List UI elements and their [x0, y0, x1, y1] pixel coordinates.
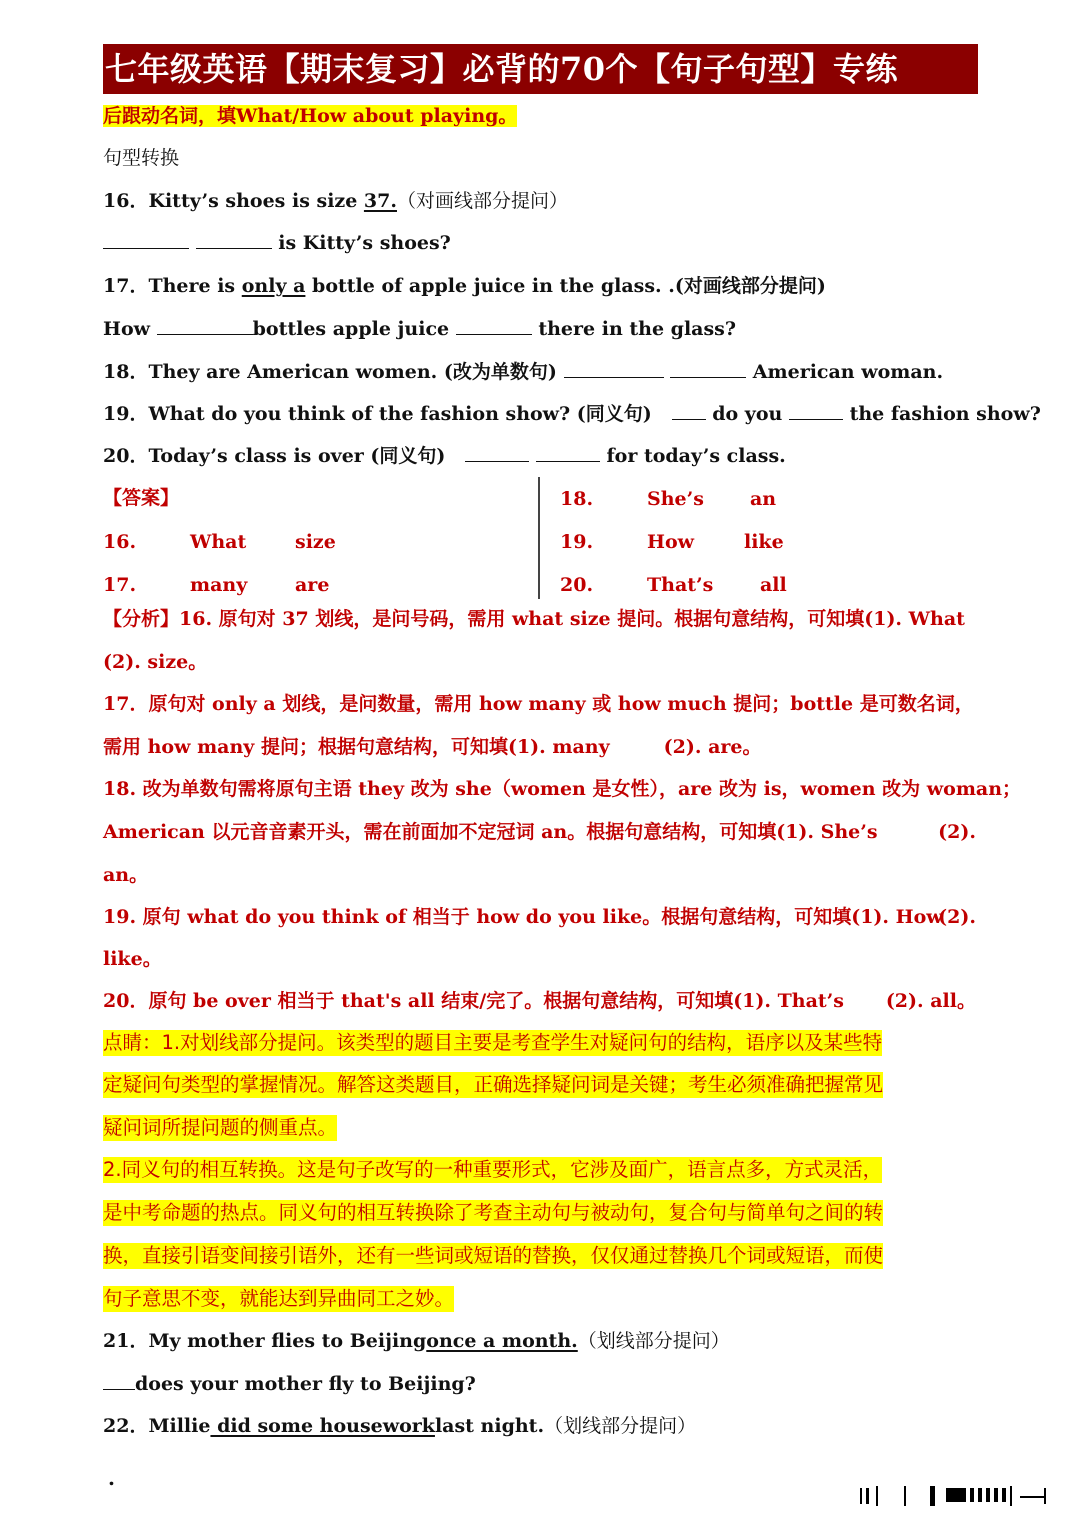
analysis-line-6 [103, 819, 976, 845]
instruction: （划线部分提问） [544, 1415, 697, 1437]
blank-1[interactable] [564, 359, 664, 378]
analysis-text: 19. 原句 what do you think of 相当于 how do you like。根据句意结构，可知填(1). How [103, 906, 943, 928]
question-21-answer-line [103, 1371, 476, 1397]
analysis-text-end: (2). [938, 821, 976, 843]
sentence-rest: does your mother fly to Beijing? [135, 1373, 476, 1395]
question-number: 20． [103, 445, 149, 467]
analysis-line-2: (2). size。 [103, 651, 208, 673]
answer-20-num: 20. [560, 574, 594, 596]
analysis-text-end: (2). [938, 906, 976, 928]
answer-16-num: 16. [103, 531, 137, 553]
question-17-answer-line [103, 316, 736, 342]
question-number: 16． [103, 190, 149, 212]
answer-17-num: 17. [103, 574, 137, 596]
analysis-text-end: (2). are。 [663, 736, 762, 758]
question-18 [103, 359, 943, 385]
sentence-end: for today’s class. [599, 445, 786, 467]
answer-label: 【答案】 [103, 487, 180, 509]
question-text: Today’s class is over (同义句) [148, 445, 452, 467]
question-number: 22． [103, 1415, 149, 1437]
scan-bars-decoration [860, 1484, 1060, 1508]
blank-1[interactable] [103, 1371, 135, 1390]
question-text: Kitty’s shoes is size [148, 190, 364, 212]
analysis-text: 需用 how many 提问；根据句意结构，可知填(1). many [103, 736, 610, 758]
tips-line-4: 2.同义句的相互转换。这是句子改写的一种重要形式，它涉及面广，语言点多，方式灵活， [103, 1158, 883, 1181]
underlined-part: only a [241, 275, 306, 297]
question-number: 18． [103, 361, 149, 383]
instruction: （对画线部分提问） [396, 190, 568, 212]
answer-16-word2: size [295, 531, 336, 553]
analysis-text: American 以元音音素开头，需在前面加不定冠词 an。根据句意结构，可知填(1). She’s [103, 821, 878, 843]
analysis-line-4 [103, 734, 976, 760]
blank-1[interactable] [672, 401, 706, 420]
tips-line-1: 点睛：1.对划线部分提问。该类型的题目主要是考查学生对疑问句的结构，语序以及某些特 [103, 1031, 883, 1054]
analysis-line-1 [103, 606, 976, 632]
underlined-part: once a month. [426, 1330, 578, 1352]
answer-20-word1: That’s [647, 574, 714, 596]
question-text: What do you think of the fashion show? (同义句) [148, 403, 659, 425]
question-16 [103, 188, 568, 214]
question-text: They are American women. (改为单数句) [148, 361, 564, 383]
question-20 [103, 443, 786, 469]
question-22 [103, 1413, 696, 1439]
tips-line-6: 换，直接引语变间接引语外，还有一些词或短语的替换，仅仅通过替换几个词或短语，而使 [103, 1244, 884, 1267]
answer-18-word2: an [750, 488, 777, 510]
question-text-rest: bottle of apple juice in the glass. .(对画线部分提问) [305, 275, 826, 297]
analysis-text: 20．原句 be over 相当于 that's all 结束/完了。根据句意结构，可知填(1). That’s [103, 990, 844, 1012]
answer-17-word2: are [295, 574, 330, 596]
sentence-end: the fashion show? [842, 403, 1041, 425]
question-number: 19． [103, 403, 149, 425]
instruction: （划线部分提问） [577, 1330, 730, 1352]
blank-2[interactable] [196, 230, 272, 249]
sentence-middle: do you [705, 403, 789, 425]
underlined-part: did some housework [210, 1415, 435, 1437]
intro-note [103, 103, 517, 129]
analysis-line-5: 18. 改为单数句需将原句主语 they 改为 she（women 是女性），are 改为 is，women 改为 woman； [103, 778, 1022, 800]
blank-1[interactable] [465, 443, 529, 462]
blank-2[interactable] [789, 401, 843, 420]
question-text: Millie [148, 1415, 211, 1437]
sentence-end: there in the glass? [531, 318, 737, 340]
answer-divider [538, 477, 540, 599]
sentence-start: How [103, 318, 157, 340]
question-19 [103, 401, 1041, 427]
tips-line-7: 句子意思不变，就能达到异曲同工之妙。 [103, 1287, 455, 1310]
section-title: 句型转换 [103, 147, 180, 169]
question-21 [103, 1328, 730, 1354]
question-17 [103, 273, 826, 299]
sentence-middle: bottles apple juice [252, 318, 456, 340]
question-16-answer-line [103, 230, 451, 256]
analysis-line-10 [103, 988, 976, 1014]
question-text-rest: last night. [434, 1415, 545, 1437]
answer-17-word1: many [190, 574, 248, 596]
blank-2[interactable] [670, 359, 746, 378]
tips-line-2: 定疑问句类型的掌握情况。解答这类题目，正确选择疑问词是关键；考生必须准确把握常见 [103, 1073, 884, 1096]
analysis-line-8 [103, 904, 976, 930]
sentence-end: American woman. [746, 361, 944, 383]
answer-18-word1: She’s [647, 488, 704, 510]
underlined-part: 37. [363, 190, 397, 212]
blank-1[interactable] [157, 316, 253, 335]
question-text: My mother flies to Beijing [148, 1330, 427, 1352]
answer-19-word2: like [744, 531, 784, 553]
footer-dot: . [108, 1466, 115, 1490]
intro-note-text: 后跟动名词，填What/How about playing。 [103, 105, 518, 127]
answer-19-word1: How [647, 531, 694, 553]
answer-20-word2: all [760, 574, 787, 596]
blank-2[interactable] [456, 316, 532, 335]
tips-line-3: 疑问词所提问题的侧重点。 [103, 1116, 338, 1139]
analysis-text: 【分析】16. 原句对 37 划线，是问号码，需用 what size 提问。根据句意结构，可知填(1). What [103, 608, 965, 630]
blank-1[interactable] [103, 230, 189, 249]
answer-18-num: 18. [560, 488, 594, 510]
question-text: There is [148, 275, 242, 297]
analysis-line-7: an。 [103, 864, 149, 886]
page-title: 七年级英语【期末复习】必背的70个【句子句型】专练 [103, 44, 978, 94]
analysis-line-9: like。 [103, 948, 162, 970]
tips-line-5: 是中考命题的热点。同义句的相互转换除了考查主动句与被动句，复合句与简单句之间的转 [103, 1201, 884, 1224]
answer-19-num: 19. [560, 531, 594, 553]
sentence-rest: is Kitty’s shoes? [271, 232, 451, 254]
blank-2[interactable] [536, 443, 600, 462]
analysis-line-3: 17．原句对 only a 划线，是问数量，需用 how many 或 how much 提问；bottle 是可数名词， [103, 693, 974, 715]
answer-16-word1: What [190, 531, 247, 553]
question-number: 17． [103, 275, 149, 297]
question-number: 21． [103, 1330, 149, 1352]
analysis-text-end: (2). all。 [885, 990, 976, 1012]
